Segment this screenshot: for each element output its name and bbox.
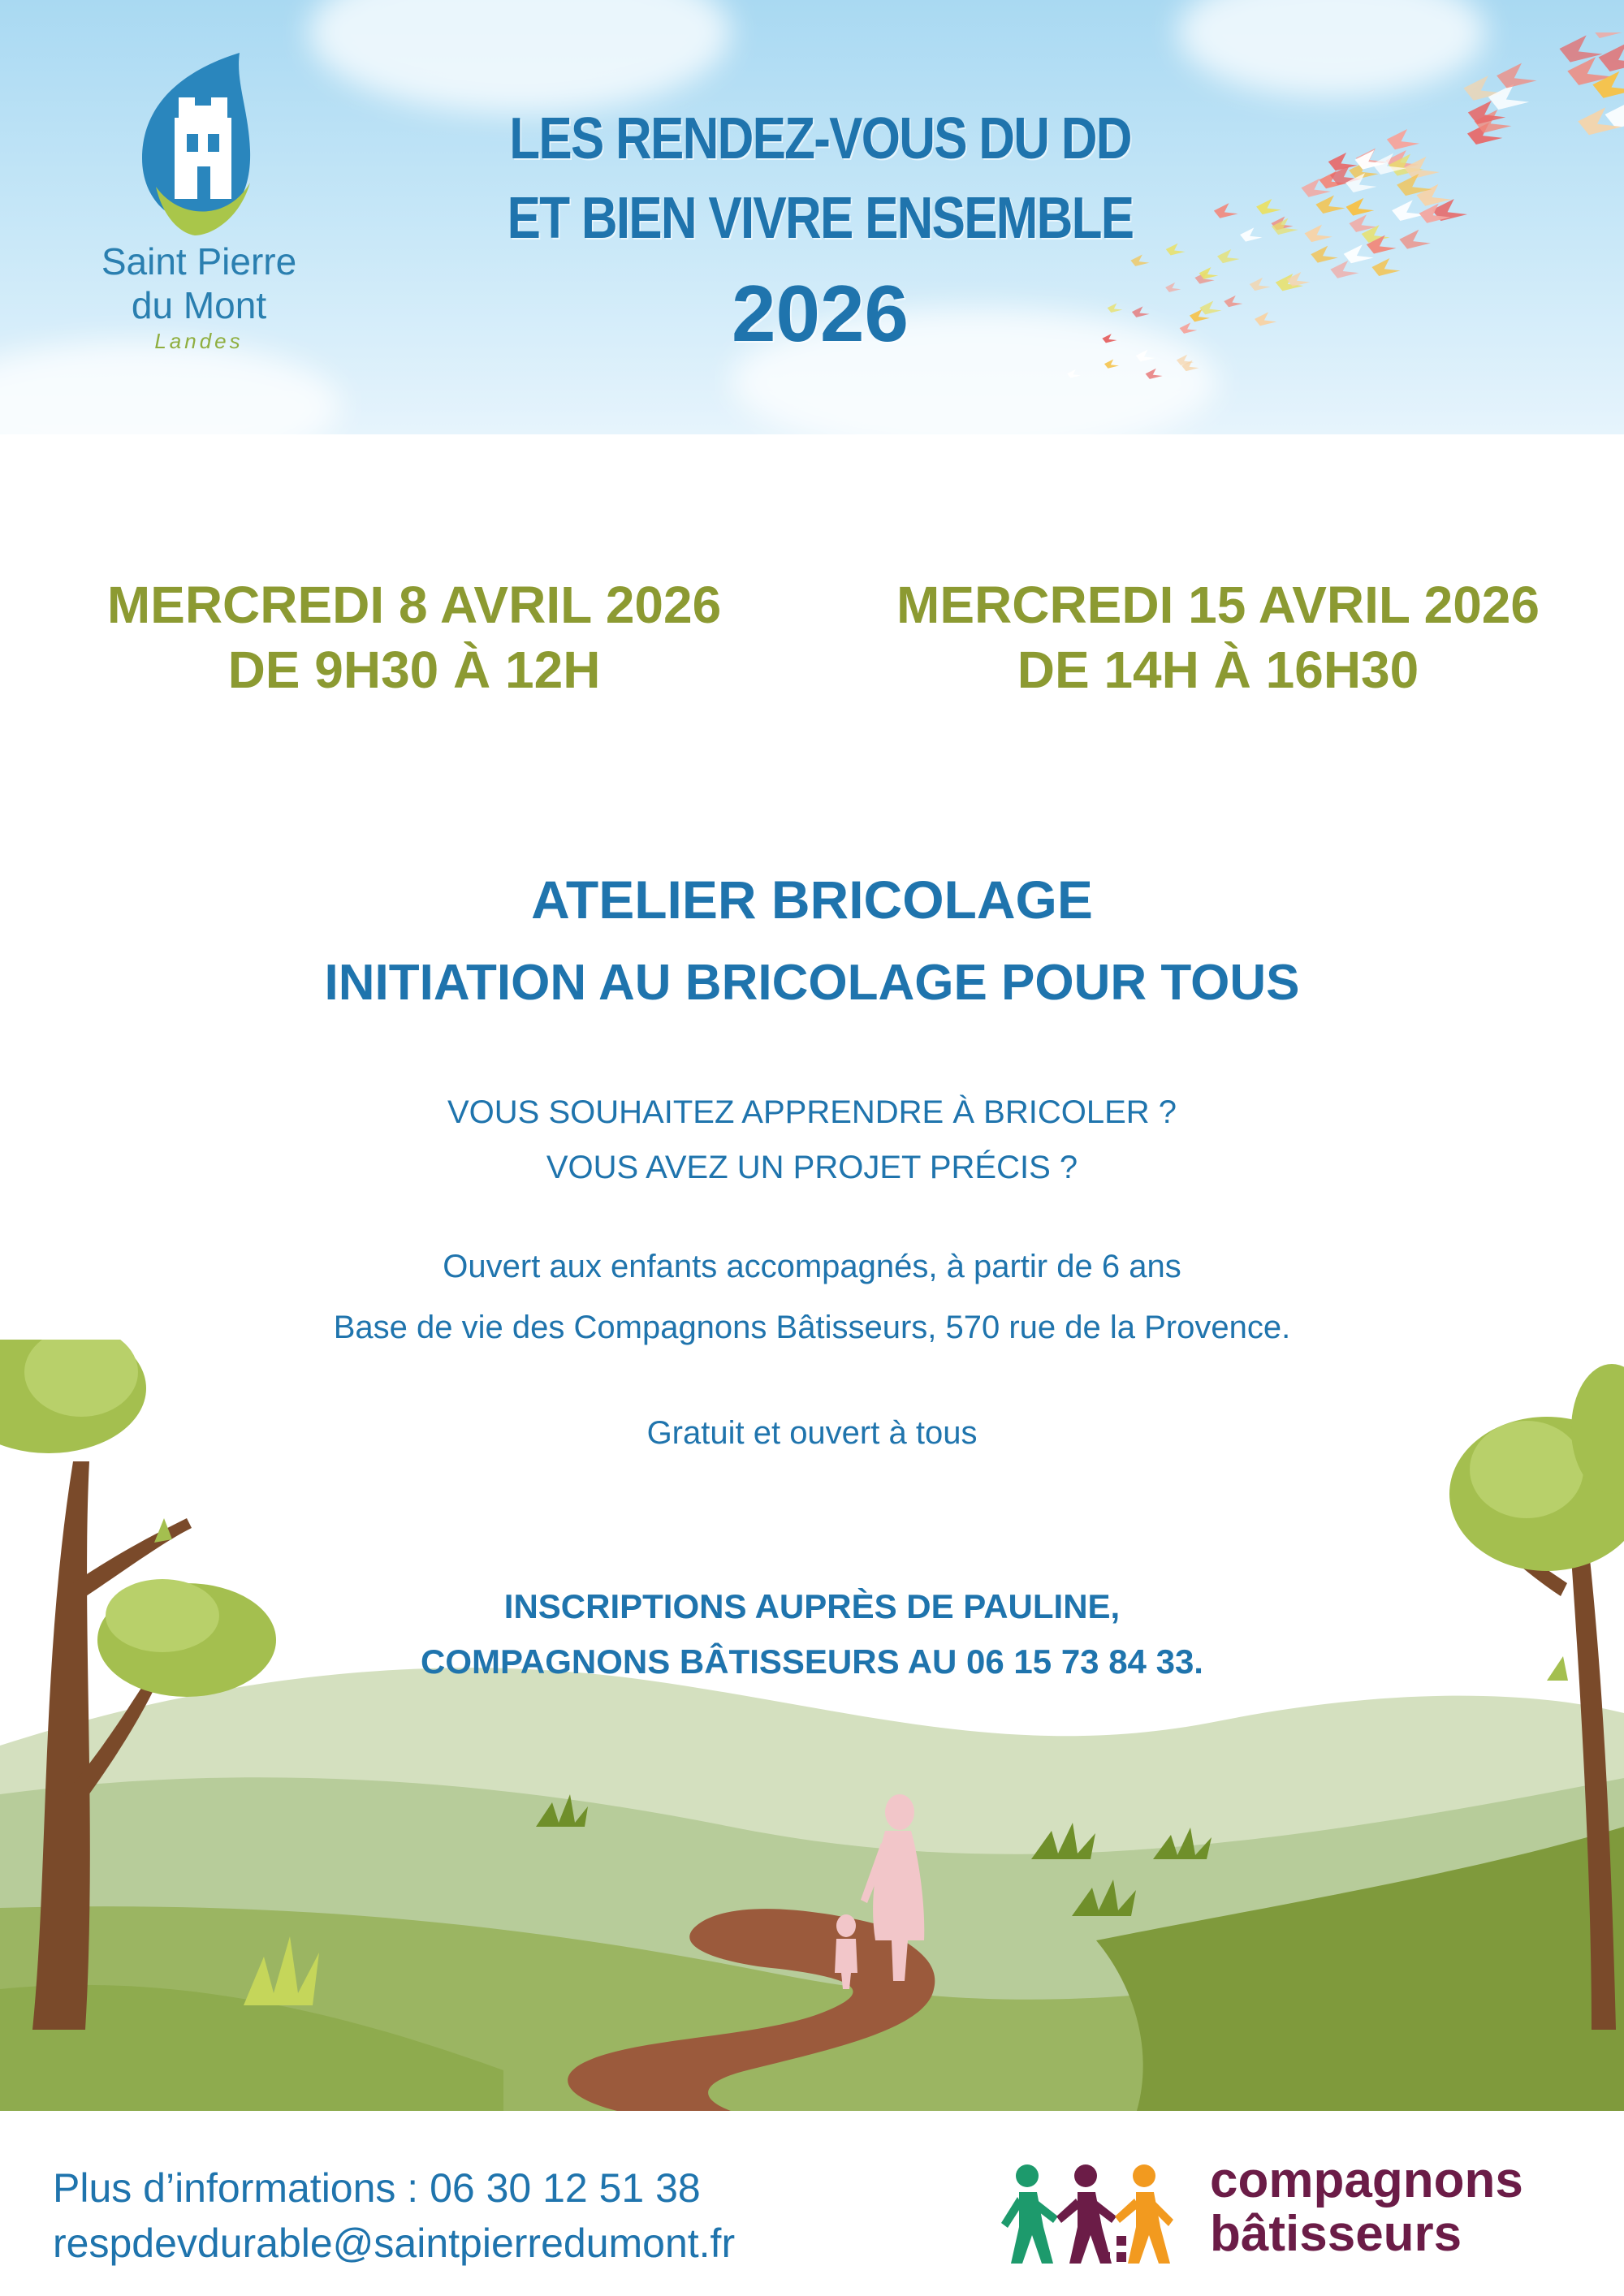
people-holding-hands-icon [1001, 2164, 1173, 2264]
landscape-illustration [0, 1340, 1624, 2111]
bird-shape [1315, 195, 1345, 214]
bird-shape [1387, 129, 1419, 149]
leaf-tower-icon [65, 45, 333, 240]
footer [0, 2111, 1624, 2296]
logo-name-line1: Saint Pierre [101, 240, 297, 283]
bird-shape [1345, 173, 1376, 192]
bird-shape [1497, 63, 1536, 88]
bird-shape [1136, 350, 1155, 362]
bird-shape [1214, 203, 1238, 218]
bird-shape [1588, 32, 1624, 38]
bird-shape [1146, 369, 1163, 379]
bird-shape [1392, 200, 1425, 221]
bird-shape [1256, 199, 1281, 214]
bird-shape [1399, 230, 1430, 249]
event-info-location: Base de vie des Compagnons Bâtisseurs, 570 rue de la Provence. [333, 1310, 1291, 1345]
saint-pierre-logo [65, 45, 333, 361]
date-block-1 [49, 572, 780, 702]
bird-shape [1199, 301, 1221, 315]
bird-shape [1217, 249, 1239, 263]
bird-shape [1330, 261, 1358, 278]
bird-shape [1559, 35, 1602, 62]
date-block-2 [853, 572, 1583, 702]
logo-name-line2: du Mont [131, 284, 267, 326]
bird-shape [1488, 84, 1530, 110]
contact-phone: Plus d’informations : 06 30 12 51 38 [53, 2165, 701, 2211]
bird-shape [1180, 322, 1198, 333]
bird-shape [1166, 244, 1186, 256]
bird-shape [1240, 227, 1262, 241]
bird-shape [1404, 157, 1440, 179]
flying-birds-icon [1056, 32, 1624, 406]
header-banner [0, 0, 1624, 434]
bird-shape [1104, 360, 1119, 369]
event-title: ATELIER BRICOLAGE [531, 870, 1093, 930]
contact-email: respdevdurable@saintpierredumont.fr [53, 2220, 736, 2266]
bird-shape [1311, 246, 1337, 263]
bird-shape [1371, 258, 1400, 276]
event-subtitle: INITIATION AU BRICOLAGE POUR TOUS [324, 955, 1300, 1011]
bird-shape [1416, 184, 1451, 206]
bird-shape [1132, 306, 1150, 317]
event-question-1: VOUS SOUHAITEZ APPRENDRE À BRICOLER ? [447, 1094, 1177, 1130]
bird-shape [1346, 198, 1375, 216]
registration-line-1: INSCRIPTIONS AUPRÈS DE PAULINE, [503, 1587, 1121, 1625]
bird-shape [1305, 225, 1332, 242]
date-2-day: MERCREDI 15 AVRIL 2026 [896, 576, 1540, 634]
logo-city-name [65, 240, 333, 327]
event-info-free: Gratuit et ouvert à tous [646, 1415, 978, 1451]
registration-line-2: COMPAGNONS BÂTISSEURS AU 06 15 73 84 33. [421, 1642, 1203, 1681]
partner-name-line1: compagnons [1210, 2152, 1523, 2208]
bird-shape [1599, 43, 1624, 71]
bird-shape [1224, 296, 1242, 307]
bird-shape [1067, 369, 1081, 378]
date-1-time: DE 9H30 À 12H [227, 641, 601, 699]
date-2-time: DE 14H À 16H30 [1017, 641, 1419, 699]
bird-shape [1108, 303, 1123, 313]
bird-shape [1102, 334, 1116, 343]
bird-shape [1177, 355, 1194, 365]
bird-shape [1605, 101, 1624, 128]
bird-shape [1255, 312, 1276, 326]
header-title-line2: ET BIEN VIVRE ENSEMBLE [507, 186, 1134, 251]
header-title-line1: LES RENDEZ-VOUS DU DD [509, 106, 1131, 171]
event-question-2: VOUS AVEZ UN PROJET PRÉCIS ? [546, 1150, 1078, 1185]
partner-name-line2: bâtisseurs [1210, 2206, 1462, 2262]
header-year: 2026 [731, 269, 909, 358]
bird-shape [1130, 255, 1149, 266]
date-1-day: MERCREDI 8 AVRIL 2026 [106, 576, 722, 634]
bird-shape [1165, 283, 1181, 292]
logo-region: Landes [154, 329, 244, 353]
event-info-age: Ouvert aux enfants accompagnés, à partir de 6 ans [443, 1249, 1181, 1284]
bird-shape [1250, 278, 1271, 291]
bird-shape [1328, 153, 1358, 170]
